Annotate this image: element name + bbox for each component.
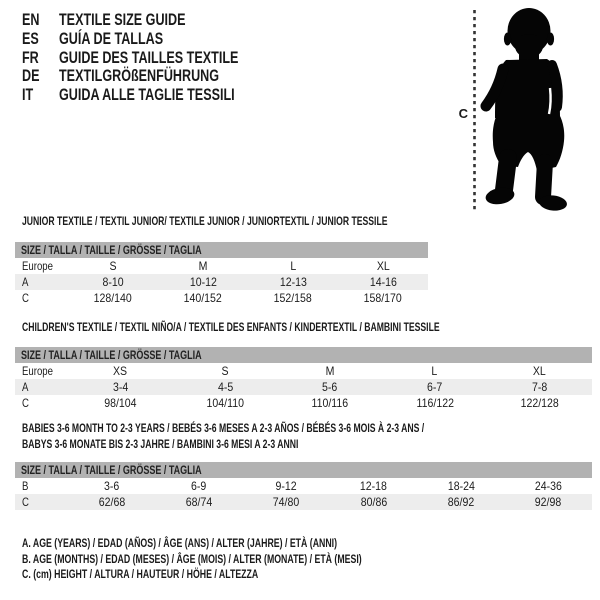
table-cell-text: 14-16 bbox=[369, 275, 397, 289]
size-table-header-text: SIZE / TALLA / TAILLE / GRÖSSE / TAGLIA bbox=[21, 243, 202, 257]
table-title-line bbox=[22, 421, 581, 437]
table-cell bbox=[382, 379, 487, 395]
language-row bbox=[22, 11, 301, 30]
table-cell-text: 10-12 bbox=[189, 275, 217, 289]
table-cell bbox=[330, 494, 417, 510]
table-cell-text: XS bbox=[113, 364, 128, 378]
row-label bbox=[15, 274, 68, 290]
children-size-table bbox=[15, 347, 592, 411]
language-label bbox=[59, 11, 230, 30]
language-label-text: TEXTILE SIZE GUIDE bbox=[59, 10, 186, 29]
language-label bbox=[59, 30, 200, 49]
table-cell bbox=[278, 363, 383, 379]
table-cell bbox=[173, 379, 278, 395]
table-title-line bbox=[22, 214, 530, 230]
table-row bbox=[15, 478, 592, 494]
table-cell-text: 92/98 bbox=[535, 495, 562, 509]
language-code-text: EN bbox=[22, 10, 40, 29]
language-code bbox=[22, 67, 59, 86]
legend-note-text: C. (cm) HEIGHT / ALTURA / HAUTEUR / HÖHE / ALTEZZA bbox=[22, 567, 259, 581]
table-cell-text: 4-5 bbox=[217, 380, 233, 394]
legend-note-line bbox=[22, 567, 487, 583]
table-cell bbox=[278, 395, 383, 411]
legend-note-line bbox=[22, 552, 487, 568]
language-label bbox=[59, 49, 301, 68]
table-cell bbox=[155, 494, 242, 510]
language-code bbox=[22, 11, 59, 30]
table-cell bbox=[338, 290, 428, 306]
table-cell bbox=[417, 494, 504, 510]
table-row bbox=[15, 363, 592, 379]
table-title-line bbox=[22, 320, 600, 336]
language-label-text: GUIDE DES TAILLES TEXTILE bbox=[59, 47, 239, 67]
language-row bbox=[22, 86, 301, 105]
table-cell-text: 158/170 bbox=[363, 291, 403, 305]
table-cell-text: 9-12 bbox=[275, 479, 297, 493]
table-cell-text: XL bbox=[533, 364, 547, 378]
language-code bbox=[22, 86, 59, 105]
language-label-text: GUIDA ALLE TAGLIE TESSILI bbox=[59, 85, 235, 105]
table-row bbox=[15, 494, 592, 510]
table-cell bbox=[505, 494, 592, 510]
language-code bbox=[22, 30, 59, 49]
table-cell bbox=[173, 395, 278, 411]
table-row bbox=[15, 258, 428, 274]
table-cell-text: 5-6 bbox=[322, 380, 338, 394]
row-label bbox=[15, 379, 68, 395]
language-code-text: FR bbox=[22, 47, 39, 67]
language-row bbox=[22, 67, 301, 86]
table-row bbox=[15, 274, 428, 290]
table-title-text: BABYS 3-6 MONATE BIS 2-3 JAHRE / BAMBINI 3-6 MESI A 2-3 ANNI bbox=[22, 436, 299, 451]
table-cell-text: 86/92 bbox=[447, 495, 475, 509]
table-cell bbox=[158, 290, 248, 306]
table-cell bbox=[382, 363, 487, 379]
table-cell-text: 68/74 bbox=[185, 495, 213, 509]
row-label-text: Europe bbox=[22, 259, 53, 273]
size-table-header bbox=[15, 242, 428, 258]
row-label bbox=[15, 258, 68, 274]
table-title-text: CHILDREN'S TEXTILE / TEXTIL NIÑO/A / TEXTILE DES ENFANTS / KINDERTEXTIL / BAMBINI TESSILE bbox=[22, 320, 440, 334]
table-cell-text: L bbox=[290, 259, 296, 273]
language-label-text: GUÍA DE TALLAS bbox=[59, 28, 164, 48]
table-cell-text: 6-7 bbox=[427, 380, 443, 394]
table-cell-text: 6-9 bbox=[191, 479, 207, 493]
language-code bbox=[22, 49, 59, 68]
table-cell bbox=[243, 494, 330, 510]
table-cell-text: 24-36 bbox=[534, 479, 562, 493]
table-cell bbox=[330, 478, 417, 494]
legend-note-text: A. AGE (YEARS) / EDAD (AÑOS) / ÂGE (ANS) / ALTER (JAHRE) / ETÀ (ANNI) bbox=[22, 536, 338, 550]
table-cell bbox=[487, 379, 592, 395]
legend-note-text: B. AGE (MONTHS) / EDAD (MESES) / ÂGE (MOIS) / ALTER (MONATE) / ETÀ (MESI) bbox=[22, 551, 362, 566]
junior-table-title bbox=[22, 214, 530, 230]
table-cell-text: 12-18 bbox=[360, 479, 388, 493]
table-cell-text: S bbox=[109, 259, 117, 273]
table-cell bbox=[248, 274, 338, 290]
language-label-text: TEXTILGRÖßENFÜHRUNG bbox=[59, 66, 220, 86]
table-cell-text: 62/68 bbox=[98, 495, 125, 509]
table-cell bbox=[158, 274, 248, 290]
row-label bbox=[15, 395, 68, 411]
table-cell-text: 128/140 bbox=[93, 291, 133, 305]
table-row bbox=[15, 290, 428, 306]
table-cell bbox=[68, 274, 158, 290]
table-cell-text: 8-10 bbox=[102, 275, 124, 289]
row-label-text: C bbox=[22, 495, 29, 509]
table-cell-text: 12-13 bbox=[279, 275, 307, 289]
row-label-text: A bbox=[22, 380, 29, 394]
table-cell-text: 116/122 bbox=[416, 396, 454, 410]
babies-table-title bbox=[22, 421, 581, 452]
table-cell-text: 98/104 bbox=[104, 396, 137, 410]
table-cell bbox=[68, 290, 158, 306]
table-cell-text: 104/110 bbox=[206, 396, 244, 410]
language-label bbox=[59, 67, 275, 86]
table-title-text: JUNIOR TEXTILE / TEXTIL JUNIOR/ TEXTILE JUNIOR / JUNIORTEXTIL / JUNIOR TESSILE bbox=[22, 214, 388, 228]
language-label bbox=[59, 86, 296, 105]
table-cell-text: 3-6 bbox=[104, 479, 120, 493]
table-cell bbox=[248, 290, 338, 306]
table-cell-text: 7-8 bbox=[531, 380, 548, 394]
table-cell bbox=[155, 478, 242, 494]
table-cell bbox=[243, 478, 330, 494]
language-header bbox=[22, 11, 301, 105]
baby-toddler-silhouette-shape bbox=[484, 8, 567, 212]
row-label-text: B bbox=[22, 479, 29, 493]
table-cell-text: 110/116 bbox=[311, 396, 349, 410]
table-cell bbox=[68, 379, 173, 395]
language-row bbox=[22, 49, 301, 68]
table-cell bbox=[68, 395, 173, 411]
table-cell bbox=[158, 258, 248, 274]
table-cell bbox=[382, 395, 487, 411]
row-label-text: C bbox=[22, 396, 29, 410]
table-cell bbox=[487, 363, 592, 379]
table-row bbox=[15, 395, 592, 411]
table-cell bbox=[278, 379, 383, 395]
table-cell bbox=[248, 258, 338, 274]
table-cell-text: 152/158 bbox=[273, 291, 313, 305]
table-cell bbox=[68, 363, 173, 379]
table-cell bbox=[505, 478, 592, 494]
table-cell-text: 18-24 bbox=[447, 479, 475, 493]
row-label-text: A bbox=[22, 275, 29, 289]
language-row bbox=[22, 30, 301, 49]
table-cell-text: M bbox=[198, 259, 208, 273]
language-code-text: DE bbox=[22, 66, 40, 86]
table-cell bbox=[338, 258, 428, 274]
legend-note-line bbox=[22, 536, 487, 552]
size-table-header-text: SIZE / TALLA / TAILLE / GRÖSSE / TAGLIA bbox=[21, 348, 202, 362]
table-cell-text: XL bbox=[376, 259, 390, 273]
table-cell bbox=[68, 494, 155, 510]
table-cell bbox=[487, 395, 592, 411]
height-measure-label: C bbox=[458, 106, 468, 121]
language-code-text: IT bbox=[22, 85, 34, 105]
size-table-header bbox=[15, 347, 592, 363]
babies-size-table bbox=[15, 462, 592, 510]
row-label bbox=[15, 363, 68, 379]
table-cell bbox=[173, 363, 278, 379]
row-label-text: Europe bbox=[22, 364, 53, 378]
table-cell-text: 80/86 bbox=[360, 495, 387, 509]
size-table-header bbox=[15, 462, 592, 478]
table-cell bbox=[68, 478, 155, 494]
row-label bbox=[15, 494, 68, 510]
row-label bbox=[15, 290, 68, 306]
row-label-text: C bbox=[22, 291, 29, 305]
table-cell-text: M bbox=[325, 364, 335, 378]
table-row bbox=[15, 379, 592, 395]
legend-notes bbox=[22, 536, 487, 583]
table-cell-text: 74/80 bbox=[273, 495, 300, 509]
table-title-line bbox=[22, 437, 581, 453]
junior-size-table bbox=[15, 242, 428, 306]
table-cell bbox=[417, 478, 504, 494]
table-cell-text: L bbox=[431, 364, 438, 378]
table-cell bbox=[338, 274, 428, 290]
language-code-text: ES bbox=[22, 28, 39, 48]
table-title-text: BABIES 3-6 MONTH TO 2-3 YEARS / BEBÉS 3-6 MESES A 2-3 AÑOS / BÉBÉS 3-6 MOIS À 2-3 ANS / bbox=[22, 421, 425, 435]
table-cell bbox=[68, 258, 158, 274]
size-table-header-text: SIZE / TALLA / TAILLE / GRÖSSE / TAGLIA bbox=[21, 463, 202, 477]
table-cell-text: 3-4 bbox=[112, 380, 129, 394]
table-cell-text: S bbox=[221, 364, 229, 378]
table-cell-text: 140/152 bbox=[183, 291, 223, 305]
children-table-title bbox=[22, 320, 600, 336]
table-cell-text: 122/128 bbox=[520, 396, 559, 410]
row-label bbox=[15, 478, 68, 494]
